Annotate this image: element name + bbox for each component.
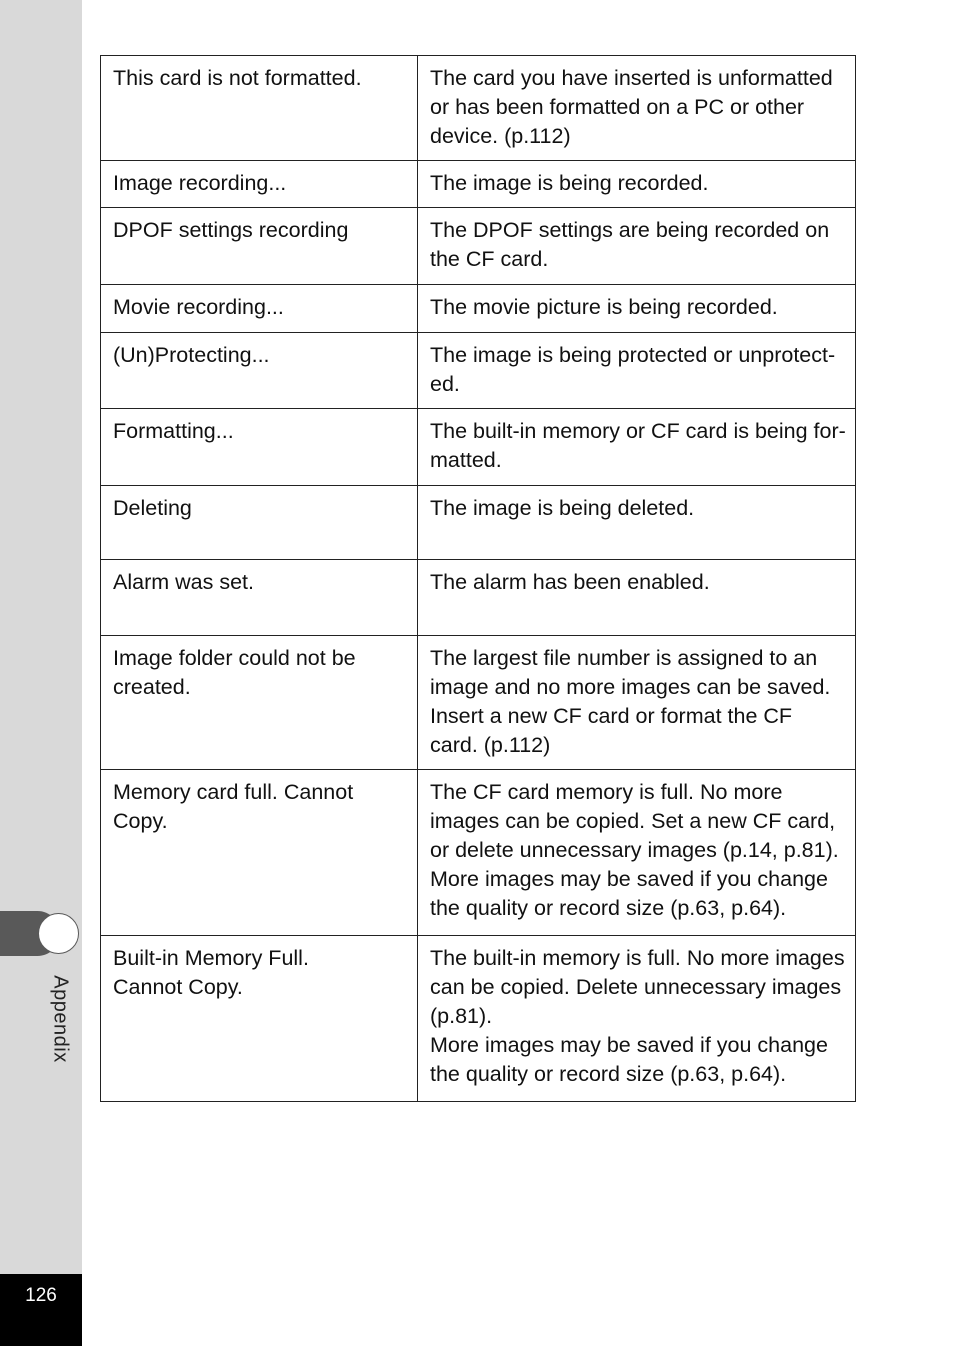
message-cell: Formatting... (101, 409, 418, 486)
page-number-box (0, 1274, 82, 1346)
meaning-cell: The image is being protected or unprotect- ed. (418, 333, 856, 409)
table-row (101, 636, 856, 770)
meaning-cell: The movie picture is being recorded. (418, 285, 856, 333)
meaning-cell: The image is being recorded. (418, 161, 856, 208)
meaning-cell: The CF card memory is full. No more images can be copied. Set a new CF card, or delete unnecessary images (p.14, p.81). More images may be saved if you change the quality or record size (p.63, p.64). (418, 770, 856, 936)
message-cell: Memory card full. Cannot Copy. (101, 770, 418, 936)
section-tab-circle (38, 913, 79, 954)
table-row (101, 161, 856, 208)
section-tab-marker (0, 911, 82, 956)
meaning-cell: The largest file number is assigned to an image and no more images can be saved. Insert a new CF card or format the CF card. (p.112) (418, 636, 856, 770)
section-label: Appendix (49, 975, 72, 1063)
message-cell: Image recording... (101, 161, 418, 208)
table-row (101, 208, 856, 285)
message-cell: Built-in Memory Full. Cannot Copy. (101, 936, 418, 1102)
page-number: 126 (25, 1285, 57, 1306)
message-cell: This card is not formatted. (101, 56, 418, 161)
side-margin-strip (0, 0, 82, 1346)
table-row (101, 560, 856, 636)
table-row (101, 486, 856, 560)
message-cell: Deleting (101, 486, 418, 560)
message-cell: Alarm was set. (101, 560, 418, 636)
table-row (101, 56, 856, 161)
meaning-cell: The DPOF settings are being recorded on the CF card. (418, 208, 856, 285)
message-cell: Image folder could not be created. (101, 636, 418, 770)
table-row (101, 770, 856, 936)
meaning-cell: The card you have inserted is unformatted or has been formatted on a PC or other device. (p.112) (418, 56, 856, 161)
meaning-cell: The built-in memory or CF card is being for- matted. (418, 409, 856, 486)
meaning-cell: The built-in memory is full. No more images can be copied. Delete unnecessary images (p.81). More images may be saved if you change the quality or record size (p.63, p.64). (418, 936, 856, 1102)
meaning-cell: The image is being deleted. (418, 486, 856, 560)
table-row (101, 409, 856, 486)
message-cell: Movie recording... (101, 285, 418, 333)
message-table (100, 55, 856, 1102)
table-row (101, 333, 856, 409)
message-cell: (Un)Protecting... (101, 333, 418, 409)
message-cell: DPOF settings recording (101, 208, 418, 285)
meaning-cell: The alarm has been enabled. (418, 560, 856, 636)
table-row (101, 285, 856, 333)
table-row (101, 936, 856, 1102)
